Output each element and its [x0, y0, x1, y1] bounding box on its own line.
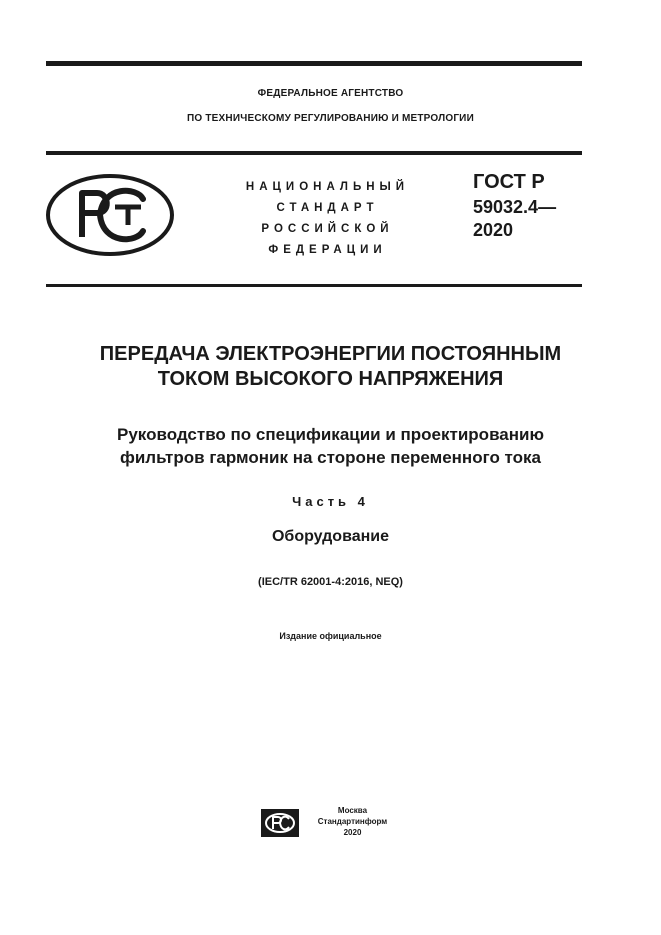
publisher-name: Стандартинформ [317, 817, 388, 826]
gost-designation [473, 169, 556, 241]
middle-rule [46, 284, 582, 287]
document-title-line1: ПЕРЕДАЧА ЭЛЕКТРОЭНЕРГИИ ПОСТОЯННЫМ [99, 343, 562, 365]
standard-type-line1: НАЦИОНАЛЬНЫЙ [245, 181, 410, 193]
standard-type-line2: СТАНДАРТ [276, 202, 379, 214]
document-subtitle [0, 423, 661, 469]
publisher-block [305, 805, 400, 838]
rst-certification-mark-icon [45, 173, 175, 257]
header-rule [46, 151, 582, 155]
publisher-city: Москва [337, 806, 368, 815]
standard-type-line4: ФЕДЕРАЦИИ [268, 244, 387, 256]
edition-note: Издание официальное [279, 631, 382, 641]
standard-type-line3: РОССИЙСКОЙ [261, 223, 394, 235]
document-subtitle-line1: Руководство по спецификации и проектированию [117, 425, 544, 444]
part-name: Оборудование [271, 528, 389, 545]
document-subtitle-line2: фильтров гармоник на стороне переменного тока [119, 448, 542, 467]
agency-name-line2: ПО ТЕХНИЧЕСКОМУ РЕГУЛИРОВАНИЮ И МЕТРОЛОГИИ [187, 113, 474, 124]
international-reference: (IEC/TR 62001-4:2016, NEQ) [258, 576, 403, 588]
part-number: Часть 4 [292, 494, 369, 509]
document-title-line2: ТОКОМ ВЫСОКОГО НАПРЯЖЕНИЯ [157, 368, 504, 390]
top-rule [46, 61, 582, 66]
agency-name-line1: ФЕДЕРАЛЬНОЕ АГЕНТСТВО [257, 88, 404, 99]
gost-designation-line2: 59032.4— [473, 197, 557, 217]
document-title [0, 342, 661, 392]
publisher-year: 2020 [343, 828, 362, 837]
standartinform-logo-icon [261, 809, 299, 837]
gost-designation-line1: ГОСТ Р [473, 171, 545, 193]
gost-designation-line3: 2020 [473, 220, 514, 240]
standard-type-block [230, 177, 425, 261]
